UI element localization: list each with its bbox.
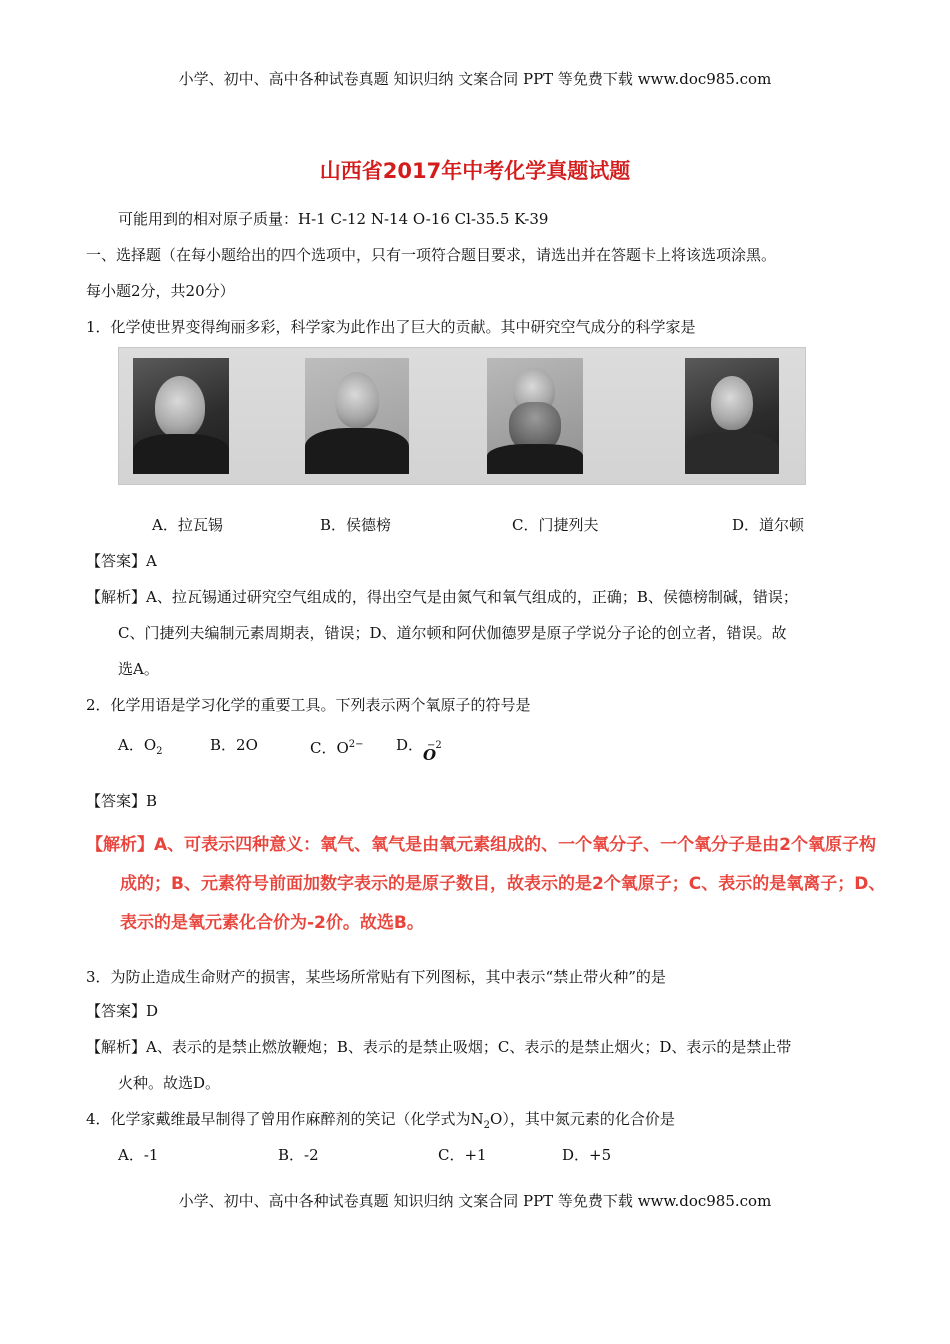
q4-stem-before: 4．化学家戴维最早制得了曾用作麻醉剂的笑记（化学式为N — [86, 1110, 484, 1128]
q2-explanation-line2: 成的；B、元素符号前面加数字表示的是原子数目，故表示的是2个氧原子；C、表示的是氧离子；D、 — [120, 874, 886, 894]
q4-option-b: B．-2 — [278, 1146, 319, 1164]
q2-option-c — [310, 734, 364, 759]
q2-explanation-line3: 表示的是氧元素化合价为-2价。故选B。 — [120, 913, 424, 933]
q1-option-c: C．门捷列夫 — [512, 516, 599, 534]
q4-stem-sub: 2 — [483, 1120, 491, 1131]
q1-explanation-line2: C、门捷列夫编制元素周期表，错误；D、道尔顿和阿伏伽德罗是原子学说分子论的创立者，错误。故 — [118, 624, 787, 642]
footer-banner: 小学、初中、高中各种试卷真题 知识归纳 文案合同 PPT 等免费下载 www.doc985.com — [178, 1192, 772, 1210]
q3-stem: 3．为防止造成生命财产的损害，某些场所常贴有下列图标，其中表示“禁止带火种”的是 — [86, 968, 666, 986]
q2-option-d-valence: −2 — [427, 740, 442, 751]
page-title: 山西省2017年中考化学真题试题 — [319, 159, 631, 183]
q4-option-d: D．+5 — [562, 1146, 612, 1164]
q1-answer: 【答案】A — [86, 552, 157, 570]
q2-option-d-label: D． — [396, 736, 424, 754]
q3-explanation-line2: 火种。故选D。 — [118, 1074, 221, 1092]
q2-option-c-label: C．O — [310, 739, 349, 757]
section-heading-line1: 一、选择题（在每小题给出的四个选项中，只有一项符合题目要求，请选出并在答题卡上将该选项涂黑。 — [86, 246, 777, 264]
q2-option-a — [118, 734, 163, 763]
portrait-dalton — [685, 358, 779, 474]
section-heading-line2: 每小题2分，共20分） — [86, 282, 235, 300]
q2-option-d-symbol: O — [423, 746, 437, 764]
scientist-photos — [118, 347, 806, 485]
q4-option-c: C．+1 — [438, 1146, 487, 1164]
q1-option-b: B．侯德榜 — [320, 516, 392, 534]
q2-option-a-sub: 2 — [156, 746, 163, 757]
q1-option-a: A．拉瓦锡 — [152, 516, 223, 534]
q1-stem: 1．化学使世界变得绚丽多彩，科学家为此作出了巨大的贡献。其中研究空气成分的科学家是 — [86, 318, 696, 336]
q4-option-a: A．-1 — [118, 1146, 159, 1164]
q4-stem — [86, 1108, 675, 1137]
q2-option-b: B．2O — [210, 736, 258, 754]
q2-option-d — [396, 734, 442, 764]
header-banner: 小学、初中、高中各种试卷真题 知识归纳 文案合同 PPT 等免费下载 www.doc985.com — [178, 70, 772, 88]
atomic-masses-note: 可能用到的相对原子质量：H-1 C-12 N-14 O-16 Cl-35.5 K-39 — [118, 210, 549, 228]
portrait-mendeleev — [487, 358, 583, 474]
q2-option-a-symbol: O — [143, 736, 157, 754]
q2-stem: 2．化学用语是学习化学的重要工具。下列表示两个氧原子的符号是 — [86, 696, 531, 714]
q2-option-a-label: A． — [118, 736, 144, 754]
q1-explanation-line3: 选A。 — [118, 660, 159, 678]
q3-explanation-line1: 【解析】A、表示的是禁止燃放鞭炮；B、表示的是禁止吸烟；C、表示的是禁止烟火；D、表示的是禁止带 — [86, 1038, 792, 1056]
portrait-lavoisier — [133, 358, 229, 474]
q3-answer: 【答案】D — [86, 1002, 159, 1020]
q4-stem-after: O），其中氮元素的化合价是 — [490, 1110, 675, 1128]
q1-option-d: D．道尔顿 — [732, 516, 805, 534]
q2-answer: 【答案】B — [86, 792, 158, 810]
q2-option-c-sup: 2− — [348, 739, 364, 750]
q2-explanation-line1: 【解析】A、可表示四种意义：氧气、氧气是由氧元素组成的、一个氧分子、一个氧分子是由2个氧原子构 — [86, 835, 876, 855]
portrait-hou-debang — [305, 358, 409, 474]
q1-explanation-line1: 【解析】A、拉瓦锡通过研究空气组成的，得出空气是由氮气和氧气组成的，正确；B、侯德榜制碱，错误； — [86, 588, 798, 606]
